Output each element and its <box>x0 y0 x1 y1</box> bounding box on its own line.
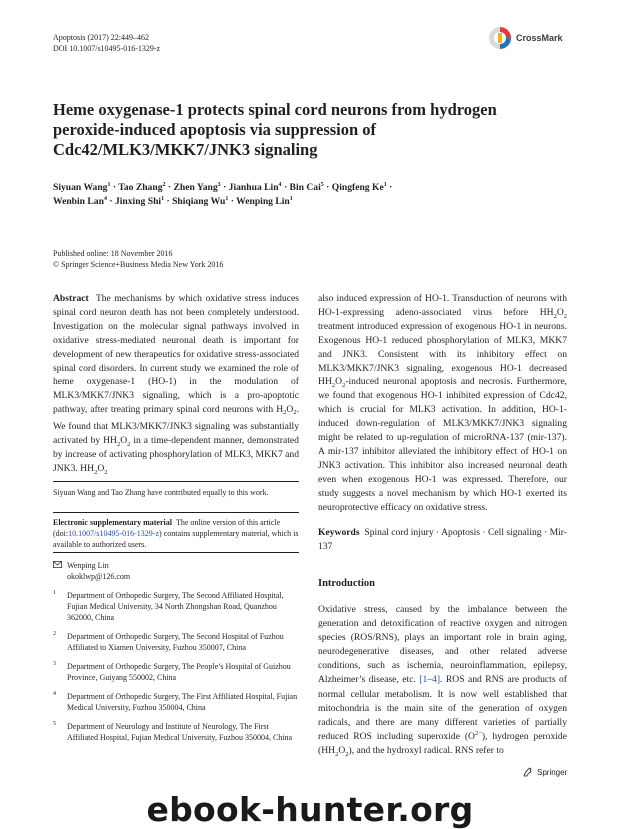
publication-info <box>53 248 223 270</box>
affiliation <box>53 590 299 623</box>
affiliation <box>53 661 299 683</box>
introduction-heading: Introduction <box>318 578 375 589</box>
abstract-paragraph-start: Abstract The mechanisms by which oxidative stress induces spinal cord neuron death has not been completely understood. Investigation on the molecular signal pathways involved in oxidative stress-mediated neuronal death is important for development of new therapeutics for oxidative stress-associated spinal cord disorders. In current study we examined the role of heme oxygenase-1 (HO-1) in the modulation of MLK3/MKK7/JNK3 signaling, which is a pro-apoptotic pathway, after treating primary spinal cord neurons with $H_2O_2$. We found that MLK3/MKK7/JNK3 signaling was substantially activated by $HH_2O_2$ in a time-dependent manner, demonstrated by increase of activating phosphorylation of MLK3, MKK7 and JNK3. $HH_2O_2$ <box>53 293 299 476</box>
springer-label: Springer <box>537 767 568 777</box>
springer-horse-icon <box>522 766 534 778</box>
affiliation-text: Department of Orthopedic Surgery, The Second Affiliated Hospital, Fujian Medical University, 34 North Zhongshan Road, Quanzhou 362000, China <box>67 591 284 622</box>
corresponding-email[interactable]: okoklwp@126.com <box>67 572 131 581</box>
affiliation <box>53 691 299 713</box>
affiliation <box>53 721 299 743</box>
citation-link[interactable]: [1–4] <box>419 674 441 686</box>
corresponding-author <box>53 560 130 582</box>
introduction-text: Oxidative stress, caused by the imbalance between the generation and detoxification of reactive oxygen and nitrogen species (ROS/RNS), plays an important role in brain aging, neurodegenerative diseases, and other related adverse conditions, such as ischemia, neuroinflammation, epilepsy, Alzheimer’s disease, etc. [1–4]. ROS and RNS are products of normal cellular metabolism. It is now well established that mitochondria is the main site of the generation of oxygen radicals, and there are many different varieties of partially reduced ROS including superoxide $(O^{2-})$, hydrogen peroxide $(HH_2O_2)$, and the hydroxyl radical. RNS refer to <box>318 604 567 758</box>
author-affiliation-marker: 1 <box>289 195 293 202</box>
affiliation-number: 3 <box>53 661 56 667</box>
author-name: Wenbin Lan$^4$ <box>53 195 107 207</box>
footnote-divider <box>53 481 299 482</box>
author-affiliation-marker: 1 <box>383 181 387 188</box>
envelope-icon <box>53 561 62 568</box>
author-name: Siyuan Wang$^1$ <box>53 181 111 193</box>
copyright: © Springer Science+Business Media New York 2016 <box>53 260 224 269</box>
author-affiliation-marker: 4 <box>103 195 107 202</box>
springer-logo <box>522 766 567 778</box>
h2o2-formula: $H_2O_2$ <box>110 435 131 448</box>
author-affiliation-marker: 4 <box>278 181 282 188</box>
crossmark-icon <box>488 26 512 50</box>
affiliation-number: 1 <box>53 590 56 596</box>
affiliation-number: 5 <box>53 721 56 727</box>
affiliation-text: Department of Orthopedic Surgery, The First Affiliated Hospital, Fujian Medical University, Fuzhou 350004, China <box>67 692 298 712</box>
h2o2-formula: $H_2O_2$ <box>87 462 108 476</box>
author-name: Wenping Lin$^1$ <box>236 195 293 207</box>
affiliation-number: 4 <box>53 691 56 697</box>
affiliation-text: Department of Orthopedic Surgery, The People’s Hospital of Guizhou Province, Guiyang 550002, China <box>67 662 291 682</box>
h2o2-formula: $H_2O_2$ <box>546 306 567 320</box>
crossmark-label: CrossMark <box>516 33 563 43</box>
equal-contribution-note: Siyuan Wang and Tao Zhang have contributed equally to this work. <box>53 488 269 497</box>
keywords-label: Keywords <box>318 527 360 538</box>
author-name: Jianhua Lin$^4$ <box>228 181 282 193</box>
journal-citation: Apoptosis (2017) 22:449–462 <box>53 33 149 42</box>
author-affiliation-marker: 1 <box>107 181 111 188</box>
affiliation-text: Department of Neurology and Institute of Neurology, The First Affiliated Hospital, Fujian Medical University, Fuzhou 350004, China <box>67 722 293 742</box>
author-affiliation-marker: 1 <box>225 195 229 202</box>
author-name: Bin Cai$^5$ <box>289 181 324 193</box>
affiliation <box>53 631 299 653</box>
watermark: ebook-hunter.org <box>146 790 474 829</box>
author-affiliation-marker: 5 <box>320 181 324 188</box>
affiliation-text: Department of Orthopedic Surgery, The Second Hospital of Fuzhou Affiliated to Xiamen University, Fuzhou 350007, China <box>67 632 284 652</box>
abstract-label: Abstract <box>53 293 89 304</box>
author-name: Tao Zhang$^2$ <box>118 181 166 193</box>
crossmark-badge[interactable] <box>488 26 563 50</box>
footnote-divider <box>53 552 299 553</box>
author-name: Zhen Yang$^3$ <box>173 181 221 193</box>
abstract-left-column <box>53 292 299 476</box>
affiliation-list <box>53 590 299 751</box>
affiliation-number: 2 <box>53 631 56 637</box>
supplementary-note: Electronic supplementary material The online version of this article (doi:10.1007/s10495-016-1329-z) contains supplementary material, which is available to authorized users. <box>53 518 299 549</box>
article-title: Heme oxygenase-1 protects spinal cord neurons from hydrogen peroxide-induced apoptosis via suppression of Cdc42/MLK3/MKK7/JNK3 signaling <box>53 100 497 159</box>
doi-line: DOI 10.1007/s10495-016-1329-z <box>53 44 161 53</box>
author-name: Jinxing Shi$^1$ <box>114 195 165 207</box>
author-name: Shiqiang Wu$^1$ <box>172 195 229 207</box>
supplementary-doi-link[interactable]: 10.1007/s10495-016-1329-z <box>68 529 159 538</box>
author-list: Siyuan Wang$^1$ · Tao Zhang$^2$ · Zhen Yang$^3$ · Jianhua Lin$^4$ · Bin Cai$^5$ · Qingfeng $Ke^1$ · Wenbin Lan$^4$ · Jinxing Shi$^1$ · Shiqiang $Wu^1$ · Wenping Lin$^1$ <box>53 181 393 207</box>
keywords <box>318 526 567 554</box>
author-name: Qingfeng Ke$^1$ <box>331 181 387 193</box>
author-affiliation-marker: 3 <box>217 181 221 188</box>
footnote-divider <box>53 512 299 513</box>
corresponding-name: Wenping Lin <box>67 561 109 570</box>
h2o2-formula: $H_2O_2$ <box>324 376 346 390</box>
abstract-right-column <box>318 292 567 515</box>
keywords-text: Spinal cord injury · Apoptosis · Cell signaling · Mir-137 <box>318 527 567 552</box>
author-affiliation-marker: 1 <box>161 195 165 202</box>
published-online: Published online: 18 November 2016 <box>53 249 173 258</box>
abstract-paragraph-continued: also induced expression of HO-1. Transduction of neurons with HO-1-expressing adeno-associated virus before $HH_2O_2$ treatment introduced expression of exogenous HO-1 in neurons. Exogenous HO-1 reduced phosphorylation of MLK3, MKK7 and JNK3. Consistent with its inhibitory effect on MLK3/MKK7/JNK3 signaling, exogenous HO-1 decreased $HH_2O_2$-induced neuronal apoptosis and necrosis. Furthermore, we found that exogenous HO-1 inhibited expression of Cdc42, which is crucial for MLK3 activation. In addition, HO-1-induced down-regulation of MLK3/MKK7/JNK3 signaling might be related to up-regulation of microRNA-137 (mir-137). A mir-137 inhibitor alleviated the inhibitory effect of HO-1 on JNK3 activation. This inhibitor also increased neuronal death even when exogenous HO-1 was expressed. Therefore, our study suggests a novel mechanism by which HO-1 exerted its neuroprotective efficacy on oxidative stress. <box>318 293 567 513</box>
journal-header <box>53 32 160 54</box>
author-affiliation-marker: 2 <box>162 181 166 188</box>
h2o2-formula: $H_2O_2$ <box>328 744 349 758</box>
